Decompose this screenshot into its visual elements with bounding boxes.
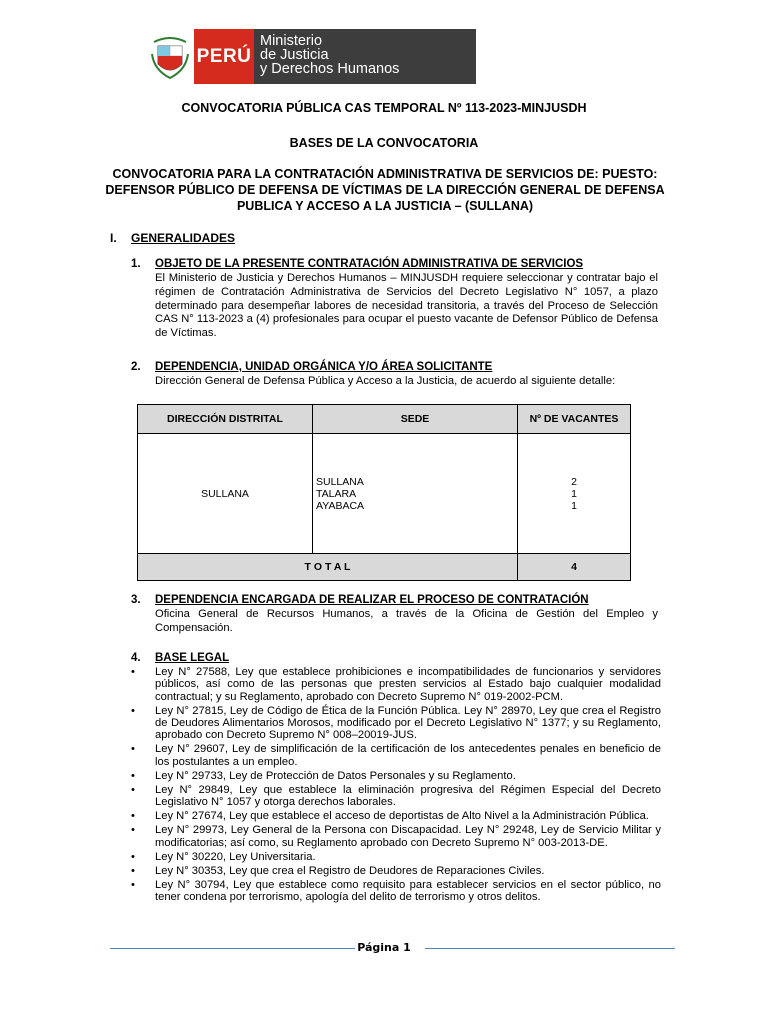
vacante-item: 1 (571, 499, 577, 512)
list-item: • Ley N° 30794, Ley que establece como requisito para establecer servicios en el sector público, no tener condena por terrorismo, apología del delito de terrorismo y otros delitos. (131, 879, 661, 904)
item-title-encargada: DEPENDENCIA ENCARGADA DE REALIZAR EL PROCESO DE CONTRATACIÓN (155, 594, 589, 606)
table-row (138, 434, 631, 554)
table-total-row (138, 554, 631, 581)
ministry-logo (146, 29, 476, 84)
header-sede: SEDE (313, 405, 518, 434)
bases-heading: BASES DE LA CONVOCATORIA (289, 136, 479, 150)
total-label: T O T A L (138, 554, 518, 581)
section-title-generalidades: GENERALIDADES (131, 231, 236, 245)
list-item: • Ley N° 29733, Ley de Protección de Datos Personales y su Reglamento. (131, 770, 661, 782)
item-number-2: 2. (131, 361, 141, 373)
sede-item: TALARA (316, 487, 357, 500)
list-item: • Ley N° 27674, Ley que establece el acceso de deportistas de Alto Nivel a la Administración Pública. (131, 810, 661, 822)
convocatoria-subtitle: CONVOCATORIA PARA LA CONTRATACIÓN ADMINISTRATIVA DE SERVICIOS DE: PUESTO: DEFENSOR PÚBLICO DE DEFENSA DE VÍCTIMAS DE LA DIRECCIÓN GENERAL DE DEFENSA PUBLICA Y ACCESO A LA JUSTICIA – (SULLANA) (105, 167, 665, 213)
sede-cell (313, 434, 518, 554)
item-text-objeto: El Ministerio de Justicia y Derechos Humanos – MINJUSDH requiere seleccionar y contratar bajo el régimen de Contratación Administrativa de Servicios del Decreto Legislativo N° 1057, a plazo determinado para desempeñar labores de necesidad transitoria, a través del Proceso de Selección CAS N° 113-2023 a (4) profesionales para ocupar el puesto vacante de Defensor Público de Defensa de Víctimas. (155, 272, 658, 340)
list-item: • Ley N° 29849, Ley que establece la eliminación progresiva del Régimen Especial del Decreto Legislativo N° 1057 y otorga derechos laborales. (131, 784, 661, 809)
logo-country: PERÚ (194, 29, 254, 84)
header-vacantes: Nº DE VACANTES (518, 405, 631, 434)
vacantes-cell (518, 434, 631, 554)
total-value: 4 (518, 554, 631, 581)
vacancies-table (137, 404, 631, 581)
header-direccion: DIRECCIÓN DISTRITAL (138, 405, 313, 434)
list-item: • Ley N° 29607, Ley de simplificación de la certificación de los antecedentes penales en beneficio de los postulantes a un empleo. (131, 743, 661, 768)
document-title: CONVOCATORIA PÚBLICA CAS TEMPORAL Nº 113-2023-MINJUSDH (181, 101, 587, 115)
section-number: I. (110, 231, 117, 245)
list-item: • Ley N° 29973, Ley General de la Persona con Discapacidad. Ley N° 29248, Ley de Servicio Militar y modificatorias; así como, su Reglamento aprobado con Decreto Supremo N° 003-2013-DE. (131, 824, 661, 849)
item-number-1: 1. (131, 258, 141, 270)
vacante-item: 2 (571, 475, 577, 488)
item-title-dependencia: DEPENDENCIA, UNIDAD ORGÁNICA Y/O ÁREA SOLICITANTE (155, 361, 493, 373)
table-header-row (138, 405, 631, 434)
page-number: Página 1 (357, 941, 411, 954)
item-text-encargada: Oficina General de Recursos Humanos, a través de la Oficina de Gestión del Empleo y Compensación. (155, 608, 658, 634)
sede-item: AYABACA (316, 499, 365, 512)
sede-item: SULLANA (316, 475, 364, 488)
list-item: • Ley N° 27588, Ley que establece prohibiciones e incompatibilidades de funcionarios y servidores públicos, así como de las personas que presten servicios al Estado bajo cualquier modalidad contractual; y su Reglamento, aprobado con Decreto Supremo N° 019-2002-PCM. (131, 666, 661, 703)
legal-list (131, 666, 661, 905)
logo-ministry-name: Ministerio de Justicia y Derechos Humanos (254, 29, 476, 84)
item-title-objeto: OBJETO DE LA PRESENTE CONTRATACIÓN ADMINISTRATIVA DE SERVICIOS (155, 258, 584, 270)
item-text-dependencia: Dirección General de Defensa Pública y Acceso a la Justicia, de acuerdo al siguiente detalle: (155, 375, 616, 387)
list-item: • Ley N° 30220, Ley Universitaria. (131, 851, 661, 863)
coat-of-arms-icon (146, 29, 194, 84)
item-number-4: 4. (131, 652, 141, 664)
item-number-3: 3. (131, 594, 141, 606)
list-item: • Ley N° 30353, Ley que crea el Registro de Deudores de Reparaciones Civiles. (131, 865, 661, 877)
vacante-item: 1 (571, 487, 577, 500)
item-title-base-legal: BASE LEGAL (155, 652, 230, 664)
list-item: • Ley N° 27815, Ley de Código de Ética de la Función Pública. Ley N° 28970, Ley que crea el Registro de Deudores Alimentarios Morosos, modificado por el Decreto Legislativo N° 1377; y su Reglamento, aprobado con Decreto Supremo N° 008–20019-JUS. (131, 705, 661, 742)
district-cell: SULLANA (138, 434, 313, 554)
